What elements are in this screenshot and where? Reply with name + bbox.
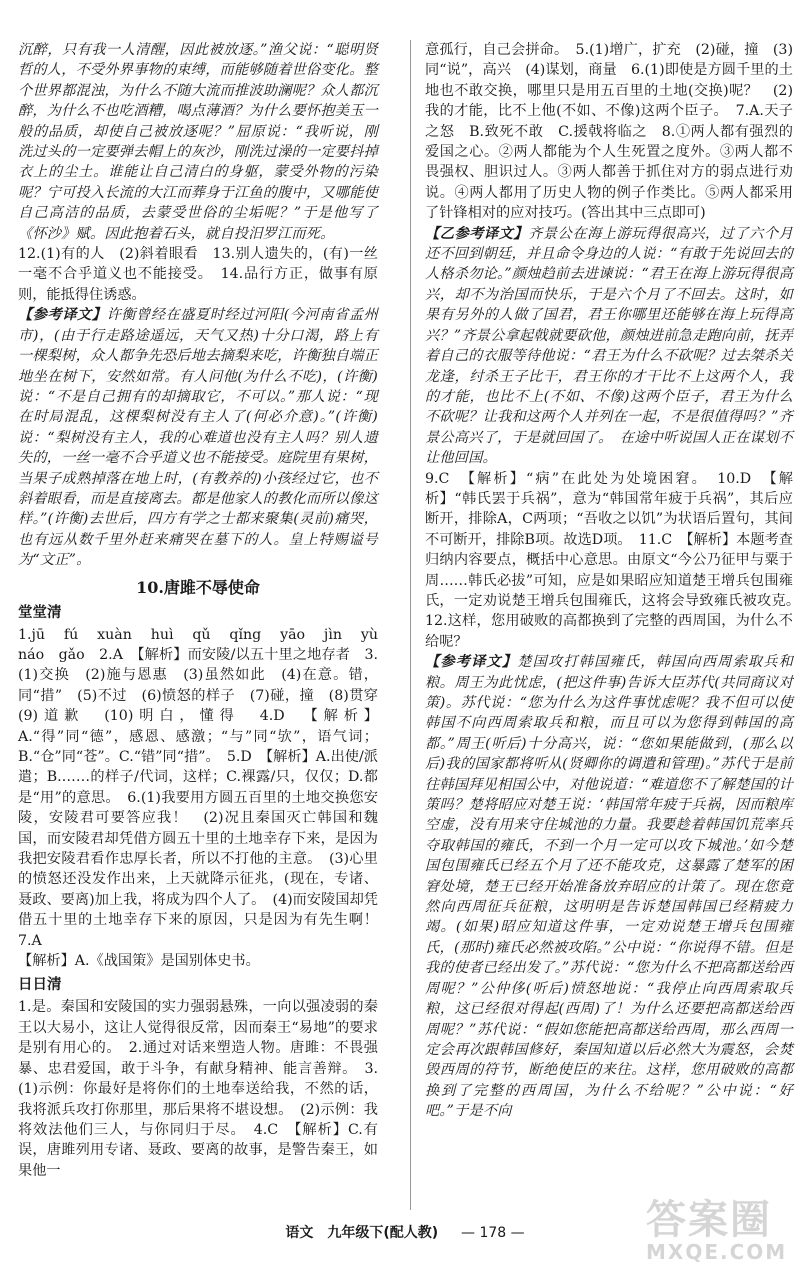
left-column: [18, 40, 393, 1210]
translation-b-text: 齐景公在海上游玩得很高兴，过了六个月还不回到朝廷，并且命令身边的人说：“有敢于先说回去的人格杀勿论。”颜烛趋前去进谏说：“君王在海上游玩得很高兴，却不为治国而快乐，于是六个月了不回去。这时，如果有另外的人做了国君，君王你哪里还能够在海上玩得高兴？”齐景公拿起戟就要砍他，颜烛进前急走跑向前，抚弄着自己的衣服等待他说：“君王为什么不砍呢？过去桀杀关龙逢，纣杀王子比干，君王你的才干比不上这两个人，我的才能，也比不上(不如、不像)这两个臣子，君王为什么不砍呢？让我和这两个人并列在一起，不是很值得吗？”齐景公高兴了，于是就回国了。 在途中听说国人正在谋划不让他回国。: [425, 225, 793, 467]
column-divider: [410, 40, 411, 1210]
watermark-logo: [646, 1197, 796, 1270]
paragraph-ririqing: 1.是。秦国和安陵国的实力强弱悬殊，一向以强凌弱的秦王以大易小，这让人觉得很反常，因而秦王“易地”的要求是别有用心的。 2.通过对话来塑造人物。唐雎：不畏强暴、忠君爱国，敢于斗争，有献身精神、能言善辩。 3.(1)示例：你最好是将你们的土地奉送给我，不然的话，我将派兵攻打你那里，那后果将不堪设想。 (2)示例：我将效法他们三人，与你同归于尽。 4.C 【解析】C.有误，唐雎列用专诸、聂政、要离的故事，是警告秦王，如果他一: [18, 999, 378, 1179]
paragraph-right-3: 9.C 【解析】“病”在此处为处境困窘。 10.D 【解析】“韩氏罢于兵祸”，意为“韩国常年疲于兵祸”，其后应断开，排除A，C两项；“吾收之以饥”为状语后置句，其间不可断开，排除B项。故选D项。 11.C 【解析】本题考查归纳内容要点，概括中心意思。由原文“今公乃征甲与粟于周……韩氏必拔”可知，应是如果昭应知道楚王增兵包围雍氏，一定劝说楚王增兵包围雍氏，这将会导致雍氏被攻克。 12.这样，您用破败的高都换到了完整的西周国，为什么不给呢？: [425, 470, 808, 650]
translation-tag-c: 【参考译文】: [425, 654, 518, 671]
lesson-title: 10.唐雎不辱使命: [136, 577, 260, 597]
translation-text: 许衡曾经在盛夏时经过河阳(今河南省孟州市)，(由于行走路途遥远，天气又热)十分口渴，路上有一棵梨树，众人都争先恐后地去摘梨来吃，许衡独自端正地坐在树下，安然如常。有人问他(为什么不吃)，(许衡)说：“不是自己拥有的却摘取它，不可以。”那人说：“现在时局混乱，这棵梨树没有主人了(何必介意)。”(许衡)说：“梨树没有主人，我的心难道也没有主人吗？别人遗失的，一丝一毫不合乎道义也不能接受。庭院里有果树，当果子成熟掉落在地上时，(有教养的)小孩经过它，也不斜着眼看，而是直接离去。都是他家人的教化而所以像这样。”(许衡)去世后，四方有学之士都来聚集(灵前)痛哭，也有远从数千里外赶来痛哭在墓下的人。皇上特赐谥号为“文正”。: [18, 307, 379, 569]
page-number: — 178 —: [461, 1225, 525, 1241]
right-column: [425, 40, 808, 1210]
paragraph-translation: [18, 305, 378, 570]
paragraph-translation-c: [425, 652, 793, 1121]
footer-subject: 语文 九年级下(配人教): [285, 1225, 439, 1241]
watermark-top-text: 答案圈: [646, 1197, 772, 1243]
translation-tag-b: 【乙参考译文】: [425, 225, 529, 242]
watermark-bottom-text: MXQE.COM: [646, 1240, 788, 1264]
translation-tag: 【参考译文】: [18, 307, 107, 324]
translation-c-text: 楚国攻打韩国雍氏，韩国向西周索取兵和粮。周王为此忧虑，(把这件事)告诉大臣苏代(共同商议对策)。苏代说：“您为什么为这件事忧虑呢？我不但可以使韩国不向西周索取兵和粮，而且可以为您得到韩国的高都。”周王(听后)十分高兴，说：“您如果能做到，(那么以后)我的国家都将听从(贤卿你的调遣和管理)。”苏代于是前往韩国拜见相国公中，对他说道：“难道您不了解楚国的计策吗？楚将昭应对楚王说：‘韩国常年疲于兵祸，因而粮库空虚，没有用来守住城池的力量。我要趁着韩国饥荒率兵夺取韩国的雍氏，不到一个月一定可以攻下城池。’如今楚国包围雍氏已经五个月了还不能攻克，这暴露了楚军的困窘处境，楚王已经开始准备放弃昭应的计策了。现在您竟然向西周征兵征粮，这明明是告诉楚国韩国已经精疲力竭。(如果)昭应知道这件事，一定劝说楚王增兵包围雍氏，(那时)雍氏必然被攻陷。”公中说：“你说得不错。但是我的使者已经出发了。”苏代说：“您为什么不把高都送给西周呢？”公仲侈(听后)愤怒地说：“我停止向西周索取兵粮，这已经很对得起(西周)了！为什么还要把高都送给西周呢？”苏代说：“假如您能把高都送给西周，那么西周一定会再次跟韩国修好，秦国知道以后必然大为震怒，会焚毁西周的符节，断绝使臣的来往。这样，您用破败的高都换到了完整的西周国，为什么不给呢？”公中说：“好吧。”于是不向: [425, 654, 793, 1120]
section-tangtangqing: 堂堂清: [18, 603, 62, 621]
paragraph-tangtangqing: 1.jū fú xuàn huì qǔ qǐng yāo jìn yù náo gǎo 2.A 【解析】而安陵/以五十里之地存者 3.(1)交换 (2)施与恩惠 (3)虽然如此 (4)在意。错，同“措” (5)不过 (6)愤怒的样子 (7)碰，撞 (8)贯穿 (9)道歉 (10)明白，懂得 4.D 【解析】A.“得”同“德”，感恩、感激；“与”同“欤”，语气词；B.“仓”同“苍”。C.“错”同“措”。 5.D 【解析】A.出使/派遣；B.……的样子/代词，这样；C.裸露/只，仅仅；D.都是“用”的意思。 6.(1)我要用方圆五百里的土地交换您安陵，安陵君可要答应我！ (2)况且秦国灭亡韩国和魏国，而安陵君却凭借方圆五十里的土地幸存下来，是因为我把安陵君看作忠厚长者，所以不打他的主意。 (3)心里的愤怒还没发作出来，上天就降示征兆，(现在，专诸、聂政、要离)加上我，将成为四个人了。 (4)而安陵国却凭借五十里的土地幸存下来的原因，只是因为有先生啊！ 7.A: [18, 626, 393, 949]
section-ririqing: 日日清: [18, 976, 62, 994]
paragraph-translation-b: [425, 224, 793, 469]
paragraph-answers-12-14: 12.(1)有的人 (2)斜着眼看 13.别人遗失的，(有)一丝一毫不合乎道义也不能接受。 14.品行方正，做事有原则，能抵得住诱惑。: [18, 246, 378, 303]
paragraph-analysis-7: 【解析】A.《战国策》是国别体史书。: [18, 953, 260, 970]
paragraph-intro: 沉醉，只有我一人清醒，因此被放逐。”渔父说：“聪明贤哲的人，不受外界事物的束缚，而能够随着世俗变化。整个世界都混浊，为什么不随大流而推波助澜呢？众人都沉醉，为什么不也吃酒糟，喝点薄酒？为什么要怀抱美玉一般的品质，却使自己被放逐呢？”屈原说：“我听说，刚洗过头的一定要弹去帽上的灰沙，刚洗过澡的一定要抖掉衣上的尘土。谁能让自己清白的身躯，蒙受外物的污染呢？宁可投入长流的大江而葬身于江鱼的腹中，又哪能使自己高洁的品质，去蒙受世俗的尘垢呢？”于是他写了《怀沙》赋。因此抱着石头，就自投汨罗江而死。: [18, 42, 378, 242]
paragraph-right-1: 意孤行，自己会拼命。 5.(1)增广，扩充 (2)碰，撞 (3)同“说”，高兴 (4)谋划，商量 6.(1)即使是方圆千里的土地也不敢交换，哪里只是用五百里的土地(交换)呢？ (2)我的才能，比不上他(不如、不像)这两个臣子。 7.A.天子之怒 B.致死不敢 C.援戟将临之 8.①两人都有强烈的爱国之心。②两人都能为个人生死置之度外。③两人都不畏强权、胆识过人。③两人都善于抓住对方的弱点进行劝说。④两人都用了历史人物的例子作类比。⑤两人都采用了针锋相对的应对技巧。(答出其中三点即可): [425, 42, 793, 222]
